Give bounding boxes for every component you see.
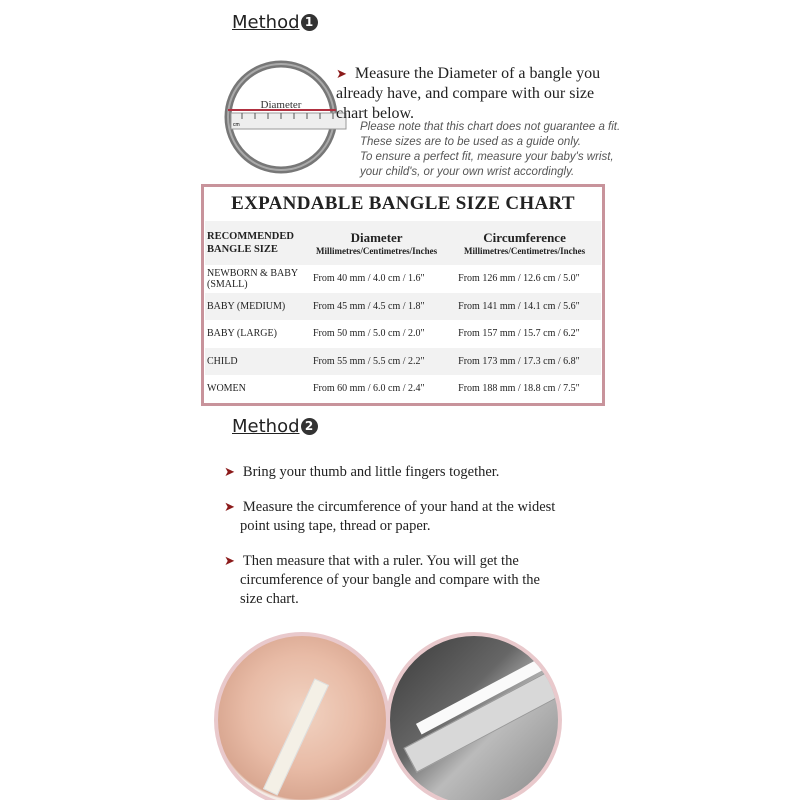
method-1-heading — [232, 12, 318, 33]
ruler-icon — [231, 113, 346, 129]
cell-circumference: From 157 mm / 15.7 cm / 6.2" — [458, 328, 580, 340]
method-2-heading — [232, 416, 318, 437]
number-badge: 2 — [301, 418, 318, 435]
step-text: Measure the circumference of your hand at the widest point using tape, thread or paper. — [240, 499, 556, 534]
bangle-diameter-diagram — [222, 55, 347, 180]
table-row — [205, 320, 601, 348]
table-row — [205, 348, 601, 376]
header-size: RECOMMENDED — [207, 231, 294, 242]
paper-strip-icon — [263, 678, 329, 795]
method-title: Method — [232, 416, 300, 437]
arrow-bullet-icon: ➤ — [224, 499, 235, 514]
table-row — [205, 375, 601, 403]
cell-size: BABY (LARGE) — [207, 328, 277, 340]
hand-measuring-photo — [214, 632, 390, 800]
cell-circumference: From 188 mm / 18.8 cm / 7.5" — [458, 383, 580, 395]
step-text: Bring your thumb and little fingers together. — [242, 464, 500, 480]
table-header — [205, 221, 601, 265]
step-text: Then measure that with a ruler. You will get the circumference of your bangle and compare with the size chart. — [240, 553, 540, 607]
ruler-measuring-photo — [386, 632, 562, 800]
method-2-steps — [224, 462, 564, 624]
cell-circumference: From 173 mm / 17.3 cm / 6.8" — [448, 348, 601, 376]
step-item — [224, 551, 564, 609]
cell-diameter: From 60 mm / 6.0 cm / 2.4" — [313, 383, 425, 395]
cell-size: NEWBORN & BABY (SMALL) — [207, 267, 298, 290]
table-row — [205, 293, 601, 321]
note-line: These sizes are to be used as a guide only. — [360, 136, 581, 148]
cell-circumference: From 126 mm / 12.6 cm / 5.0" — [458, 273, 580, 285]
header-size: BANGLE SIZE — [207, 244, 278, 255]
arrow-bullet-icon: ➤ — [224, 464, 235, 479]
arrow-bullet-icon: ➤ — [336, 66, 347, 81]
step-item — [224, 497, 564, 536]
header-units: Millimetres/Centimetres/Inches — [464, 246, 586, 256]
ruler-unit: cm — [233, 122, 240, 128]
number-badge: 1 — [301, 14, 318, 31]
fit-disclaimer — [360, 120, 620, 180]
size-chart — [201, 184, 605, 406]
arrow-bullet-icon: ➤ — [224, 553, 235, 568]
chart-title: EXPANDABLE BANGLE SIZE CHART — [231, 193, 575, 214]
diameter-label: Diameter — [260, 99, 302, 111]
note-line: your child's, or your own wrist accordingly. — [360, 166, 575, 178]
cell-diameter: From 55 mm / 5.5 cm / 2.2" — [305, 348, 448, 376]
cell-size: WOMEN — [207, 383, 246, 395]
step-item — [224, 462, 564, 482]
note-line: To ensure a perfect fit, measure your baby's wrist, — [360, 151, 614, 163]
table-row — [205, 265, 601, 293]
cell-diameter: From 50 mm / 5.0 cm / 2.0" — [313, 328, 425, 340]
method-1-instruction — [336, 64, 616, 124]
method-title: Method — [232, 12, 300, 33]
cell-diameter: From 45 mm / 4.5 cm / 1.8" — [305, 293, 448, 321]
size-table — [205, 221, 601, 403]
cell-size: BABY (MEDIUM) — [205, 293, 305, 321]
header-units: Millimetres/Centimetres/Inches — [316, 246, 438, 256]
cell-circumference: From 141 mm / 14.1 cm / 5.6" — [448, 293, 601, 321]
cell-size: CHILD — [205, 348, 305, 376]
cell-diameter: From 40 mm / 4.0 cm / 1.6" — [313, 273, 425, 285]
note-line: Please note that this chart does not guarantee a fit. — [360, 121, 621, 133]
header-diameter: Diameter — [350, 230, 403, 245]
header-circumference: Circumference — [483, 230, 566, 245]
instruction-text: Measure the Diameter of a bangle you already have, and compare with our size chart below. — [336, 65, 601, 122]
